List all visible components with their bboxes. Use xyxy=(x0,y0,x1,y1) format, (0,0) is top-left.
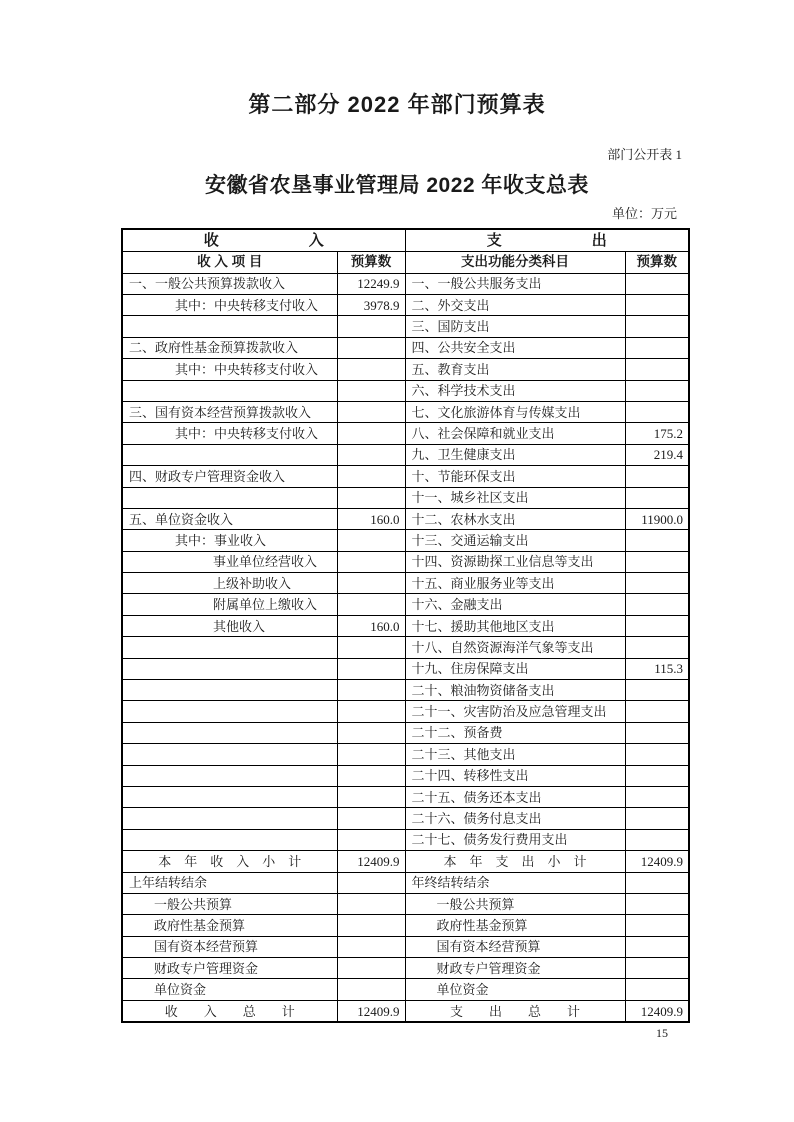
expense-item-cell: 二十三、其他支出 xyxy=(405,744,625,765)
income-value-cell xyxy=(337,594,405,615)
budget-table-body xyxy=(122,273,689,1022)
expense-item-cell: 二十二、预备费 xyxy=(405,722,625,743)
income-value-cell xyxy=(337,958,405,979)
income-item-cell xyxy=(122,680,337,701)
expense-value-cell xyxy=(625,487,689,508)
income-value-cell xyxy=(337,936,405,957)
expense-value-cell xyxy=(625,530,689,551)
income-item-cell xyxy=(122,658,337,679)
table-row xyxy=(122,701,689,722)
income-value-cell: 12409.9 xyxy=(337,851,405,872)
expense-value-cell: 175.2 xyxy=(625,423,689,444)
income-value-cell xyxy=(337,765,405,786)
budget-table xyxy=(121,228,690,1023)
expense-item-cell: 十三、交通运输支出 xyxy=(405,530,625,551)
table-row xyxy=(122,658,689,679)
table-row xyxy=(122,958,689,979)
income-item-cell xyxy=(122,380,337,401)
expense-item-cell: 二十六、债务付息支出 xyxy=(405,808,625,829)
expense-item-cell: 七、文化旅游体育与传媒支出 xyxy=(405,401,625,422)
expense-item-cell: 二十一、灾害防治及应急管理支出 xyxy=(405,701,625,722)
expense-item-cell: 六、科学技术支出 xyxy=(405,380,625,401)
income-item-cell xyxy=(122,487,337,508)
expense-value-cell xyxy=(625,273,689,294)
income-value-cell: 12249.9 xyxy=(337,273,405,294)
expense-value-cell: 12409.9 xyxy=(625,851,689,872)
table-row xyxy=(122,337,689,358)
income-item-cell: 财政专户管理资金 xyxy=(122,958,337,979)
income-value-cell xyxy=(337,423,405,444)
unit-note: 单位：万元 xyxy=(611,206,677,221)
income-item-cell: 一、一般公共预算拨款收入 xyxy=(122,273,337,294)
income-item-cell: 二、政府性基金预算拨款收入 xyxy=(122,337,337,358)
income-item-cell: 其中：事业收入 xyxy=(122,530,337,551)
expense-value-cell xyxy=(625,808,689,829)
income-value-cell xyxy=(337,701,405,722)
expense-item-cell: 十二、农林水支出 xyxy=(405,508,625,529)
income-value-cell xyxy=(337,658,405,679)
expense-value-cell xyxy=(625,359,689,380)
income-item-cell: 附属单位上缴收入 xyxy=(122,594,337,615)
income-item-cell: 国有资本经营预算 xyxy=(122,936,337,957)
expense-item-cell: 四、公共安全支出 xyxy=(405,337,625,358)
income-value-cell xyxy=(337,316,405,337)
income-value-cell xyxy=(337,893,405,914)
expense-value-cell xyxy=(625,637,689,658)
table-row xyxy=(122,744,689,765)
expense-value-cell: 115.3 xyxy=(625,658,689,679)
income-item-cell: 四、财政专户管理资金收入 xyxy=(122,466,337,487)
income-value-cell xyxy=(337,808,405,829)
expense-item-cell: 十七、援助其他地区支出 xyxy=(405,615,625,636)
expense-value-cell xyxy=(625,337,689,358)
income-item-cell: 事业单位经营收入 xyxy=(122,551,337,572)
table-row xyxy=(122,786,689,807)
table-row xyxy=(122,872,689,893)
income-value-cell: 12409.9 xyxy=(337,1000,405,1022)
expense-item-cell: 十九、住房保障支出 xyxy=(405,658,625,679)
income-value-cell xyxy=(337,637,405,658)
income-value-cell xyxy=(337,551,405,572)
income-item-column-header: 收 入 项 目 xyxy=(122,251,337,273)
income-item-cell: 一般公共预算 xyxy=(122,893,337,914)
income-budget-column-header: 预算数 xyxy=(337,251,405,273)
income-value-cell xyxy=(337,466,405,487)
expense-item-cell: 十、节能环保支出 xyxy=(405,466,625,487)
table-row xyxy=(122,359,689,380)
income-value-cell xyxy=(337,744,405,765)
income-item-cell xyxy=(122,722,337,743)
expense-item-cell: 二十七、债务发行费用支出 xyxy=(405,829,625,850)
expense-item-cell: 十六、金融支出 xyxy=(405,594,625,615)
table-row xyxy=(122,594,689,615)
expense-item-cell: 五、教育支出 xyxy=(405,359,625,380)
section-header-row xyxy=(122,229,689,251)
income-value-cell xyxy=(337,786,405,807)
table-row xyxy=(122,423,689,444)
expense-item-cell: 二、外交支出 xyxy=(405,294,625,315)
income-value-cell xyxy=(337,444,405,465)
income-value-cell xyxy=(337,401,405,422)
income-item-cell: 其他收入 xyxy=(122,615,337,636)
expense-section-header: 支 出 xyxy=(405,229,689,251)
expense-value-cell xyxy=(625,936,689,957)
table-row xyxy=(122,1000,689,1022)
table-row xyxy=(122,294,689,315)
expense-value-cell xyxy=(625,701,689,722)
expense-value-cell xyxy=(625,380,689,401)
expense-value-cell xyxy=(625,316,689,337)
table-row xyxy=(122,444,689,465)
income-item-cell: 本 年 收 入 小 计 xyxy=(122,851,337,872)
table-row xyxy=(122,765,689,786)
expense-value-cell xyxy=(625,401,689,422)
table-row xyxy=(122,466,689,487)
expense-value-cell xyxy=(625,872,689,893)
expense-value-cell: 11900.0 xyxy=(625,508,689,529)
expense-value-cell xyxy=(625,722,689,743)
table-row xyxy=(122,829,689,850)
expense-item-column-header: 支出功能分类科目 xyxy=(405,251,625,273)
expense-item-cell: 本 年 支 出 小 计 xyxy=(405,851,625,872)
income-value-cell xyxy=(337,380,405,401)
income-item-cell xyxy=(122,701,337,722)
income-value-cell xyxy=(337,979,405,1000)
table-row xyxy=(122,680,689,701)
income-value-cell xyxy=(337,573,405,594)
income-value-cell xyxy=(337,487,405,508)
expense-value-cell xyxy=(625,466,689,487)
expense-item-cell: 二十、粮油物资储备支出 xyxy=(405,680,625,701)
expense-item-cell: 支 出 总 计 xyxy=(405,1000,625,1022)
expense-item-cell: 一般公共预算 xyxy=(405,893,625,914)
expense-value-cell xyxy=(625,958,689,979)
expense-budget-column-header: 预算数 xyxy=(625,251,689,273)
income-item-cell: 政府性基金预算 xyxy=(122,915,337,936)
income-item-cell: 其中：中央转移支付收入 xyxy=(122,359,337,380)
income-item-cell xyxy=(122,829,337,850)
expense-value-cell: 12409.9 xyxy=(625,1000,689,1022)
expense-item-cell: 十一、城乡社区支出 xyxy=(405,487,625,508)
expense-value-cell xyxy=(625,786,689,807)
table-row xyxy=(122,316,689,337)
expense-value-cell xyxy=(625,573,689,594)
income-item-cell xyxy=(122,808,337,829)
expense-value-cell xyxy=(625,680,689,701)
table-row xyxy=(122,530,689,551)
expense-item-cell: 政府性基金预算 xyxy=(405,915,625,936)
expense-value-cell xyxy=(625,294,689,315)
table-row xyxy=(122,808,689,829)
table-public-label: 部门公开表 1 xyxy=(607,147,682,162)
income-value-cell: 3978.9 xyxy=(337,294,405,315)
expense-item-cell: 一、一般公共服务支出 xyxy=(405,273,625,294)
income-value-cell xyxy=(337,872,405,893)
income-item-cell: 收 入 总 计 xyxy=(122,1000,337,1022)
income-item-cell xyxy=(122,444,337,465)
expense-item-cell: 十四、资源勘探工业信息等支出 xyxy=(405,551,625,572)
table-row xyxy=(122,893,689,914)
income-value-cell xyxy=(337,359,405,380)
table-row xyxy=(122,487,689,508)
expense-item-cell: 国有资本经营预算 xyxy=(405,936,625,957)
expense-item-cell: 二十五、债务还本支出 xyxy=(405,786,625,807)
income-value-cell xyxy=(337,530,405,551)
income-item-cell: 上级补助收入 xyxy=(122,573,337,594)
expense-item-cell: 十八、自然资源海洋气象等支出 xyxy=(405,637,625,658)
expense-value-cell xyxy=(625,893,689,914)
table-row xyxy=(122,637,689,658)
column-header-row xyxy=(122,251,689,273)
income-item-cell: 五、单位资金收入 xyxy=(122,508,337,529)
income-item-cell: 三、国有资本经营预算拨款收入 xyxy=(122,401,337,422)
income-value-cell: 160.0 xyxy=(337,615,405,636)
table-title: 安徽省农垦事业管理局 2022 年收支总表 xyxy=(205,174,589,197)
expense-item-cell: 财政专户管理资金 xyxy=(405,958,625,979)
expense-item-cell: 二十四、转移性支出 xyxy=(405,765,625,786)
income-section-header: 收 入 xyxy=(122,229,405,251)
income-item-cell xyxy=(122,316,337,337)
expense-value-cell xyxy=(625,915,689,936)
expense-item-cell: 年终结转结余 xyxy=(405,872,625,893)
table-row xyxy=(122,936,689,957)
expense-value-cell xyxy=(625,594,689,615)
table-row xyxy=(122,508,689,529)
expense-item-cell: 单位资金 xyxy=(405,979,625,1000)
expense-value-cell xyxy=(625,744,689,765)
income-value-cell xyxy=(337,680,405,701)
income-value-cell: 160.0 xyxy=(337,508,405,529)
income-value-cell xyxy=(337,337,405,358)
table-row xyxy=(122,573,689,594)
page-number: 15 xyxy=(656,1026,668,1040)
expense-item-cell: 十五、商业服务业等支出 xyxy=(405,573,625,594)
income-item-cell xyxy=(122,786,337,807)
expense-value-cell xyxy=(625,979,689,1000)
income-item-cell xyxy=(122,744,337,765)
income-item-cell: 上年结转结余 xyxy=(122,872,337,893)
income-value-cell xyxy=(337,915,405,936)
table-row xyxy=(122,615,689,636)
table-row xyxy=(122,722,689,743)
table-row xyxy=(122,915,689,936)
document-title: 第二部分 2022 年部门预算表 xyxy=(248,92,546,117)
table-row xyxy=(122,401,689,422)
expense-item-cell: 三、国防支出 xyxy=(405,316,625,337)
expense-value-cell: 219.4 xyxy=(625,444,689,465)
income-value-cell xyxy=(337,722,405,743)
expense-value-cell xyxy=(625,829,689,850)
income-item-cell xyxy=(122,637,337,658)
income-item-cell xyxy=(122,765,337,786)
table-row xyxy=(122,380,689,401)
table-row xyxy=(122,273,689,294)
expense-item-cell: 九、卫生健康支出 xyxy=(405,444,625,465)
expense-value-cell xyxy=(625,615,689,636)
expense-item-cell: 八、社会保障和就业支出 xyxy=(405,423,625,444)
expense-value-cell xyxy=(625,551,689,572)
table-row xyxy=(122,979,689,1000)
income-item-cell: 单位资金 xyxy=(122,979,337,1000)
income-item-cell: 其中：中央转移支付收入 xyxy=(122,423,337,444)
table-row xyxy=(122,551,689,572)
table-row xyxy=(122,851,689,872)
income-value-cell xyxy=(337,829,405,850)
expense-value-cell xyxy=(625,765,689,786)
income-item-cell: 其中：中央转移支付收入 xyxy=(122,294,337,315)
